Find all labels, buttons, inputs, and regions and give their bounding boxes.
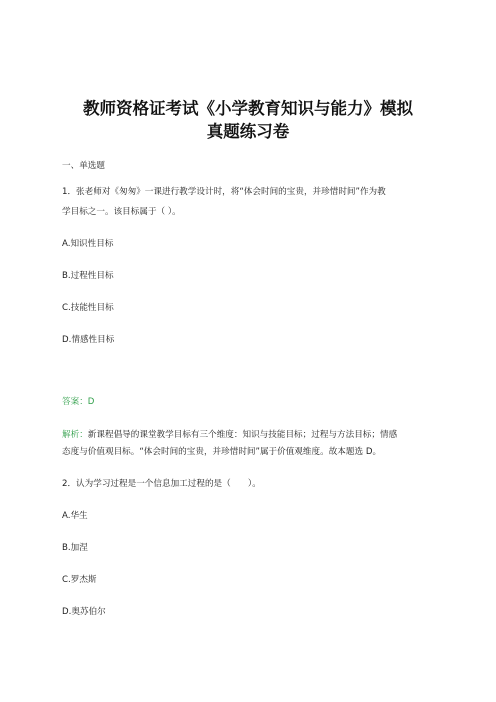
question-1-option-d: D.情感性目标 bbox=[62, 335, 115, 345]
document-title-line-1: 教师资格证考试《小学教育知识与能力》模拟 bbox=[83, 99, 413, 118]
question-2-option-a: A.华生 bbox=[62, 511, 88, 521]
question-1-answer bbox=[62, 396, 94, 408]
question-1-option-b: B.过程性目标 bbox=[62, 271, 114, 281]
question-2-option-d: D.奥苏伯尔 bbox=[62, 607, 106, 617]
question-2-text: 2．认为学习过程是一个信息加工过程的是（ ）。 bbox=[62, 479, 261, 489]
question-1-text-line-1: 1．张老师对《匆匆》一课进行教学设计时，将“体会时间的宝贵，并珍惜时间”作为教 bbox=[62, 187, 386, 197]
answer-value: D bbox=[87, 397, 95, 407]
question-1-option-a: A.知识性目标 bbox=[62, 239, 114, 249]
answer-label: 答案： bbox=[62, 397, 88, 407]
question-2-option-b: B.加涅 bbox=[62, 543, 88, 553]
question-1-explanation-line-2: 态度与价值观目标。“体会时间的宝贵，并珍惜时间”属于价值观维度。故本题选 D。 bbox=[62, 447, 382, 457]
question-1-option-c: C.技能性目标 bbox=[62, 303, 114, 313]
question-1-explanation-line-1 bbox=[62, 429, 397, 441]
section-heading: 一、单选题 bbox=[62, 161, 105, 171]
question-1-text-line-2: 学目标之一。该目标属于（ ）。 bbox=[62, 207, 181, 217]
explanation-text-1: 新课程倡导的课堂教学目标有三个维度：知识与技能目标；过程与方法目标；情感 bbox=[87, 430, 398, 440]
question-2-option-c: C.罗杰斯 bbox=[62, 575, 97, 585]
explanation-label: 解析： bbox=[62, 430, 88, 440]
document-title-line-2: 真题练习卷 bbox=[206, 122, 290, 141]
